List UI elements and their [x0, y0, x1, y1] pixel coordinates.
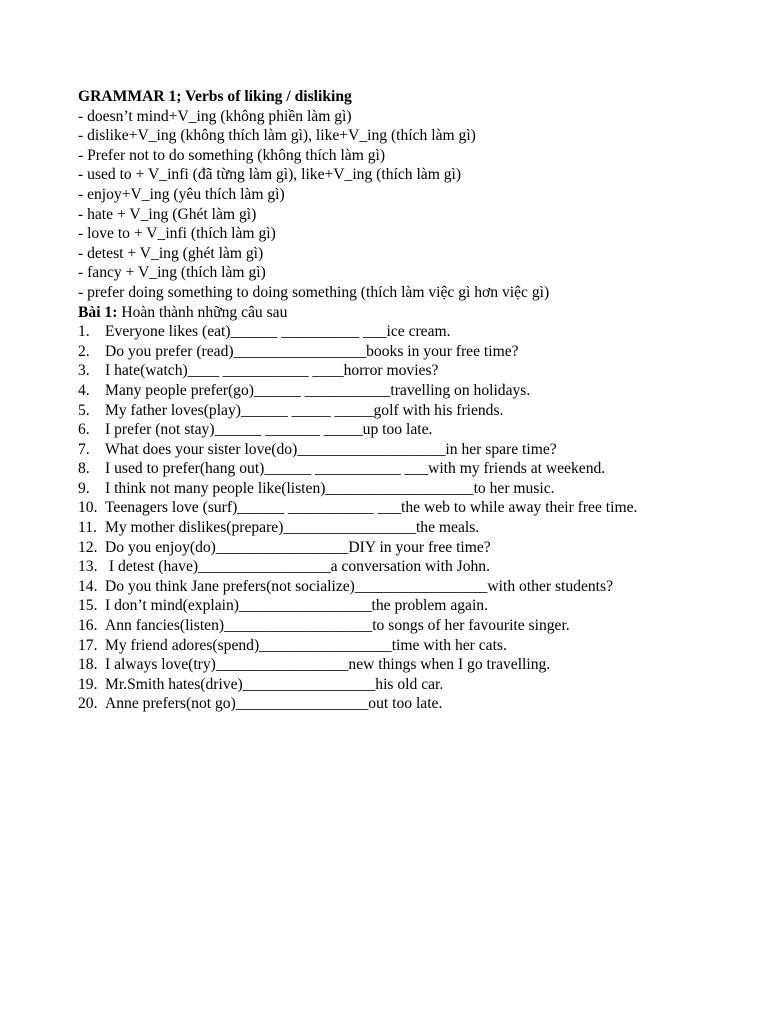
exercise-number: 17. [78, 636, 98, 654]
rule-line: - love to + V_infi (thích làm gì) [78, 225, 276, 243]
exercise-text: Teenagers love (surf)______ ___________ ___the web to while away their free time. [105, 499, 638, 517]
exercise-number: 15. [78, 597, 98, 615]
rule-line: - used to + V_infi (đã từng làm gì), like+V_ing (thích làm gì) [78, 166, 462, 184]
exercise-item [78, 479, 758, 499]
exercise-number: 5. [78, 401, 90, 419]
exercise-item [78, 381, 758, 401]
exercise-text: What does your sister love(do)___________________in her spare time? [105, 440, 557, 458]
exercise-text: My mother dislikes(prepare)_________________the meals. [105, 519, 480, 537]
exercise-item [78, 342, 758, 362]
exercise-number: 13. [78, 558, 98, 576]
exercise-text: I prefer (not stay)______ _______ _____up too late. [105, 421, 433, 439]
exercise-text: Ann fancies(listen)___________________to songs of her favourite singer. [105, 617, 570, 635]
exercise-number: 19. [78, 675, 98, 693]
exercise-item [78, 440, 758, 460]
exercise-number: 12. [78, 538, 98, 556]
exercise-text: Mr.Smith hates(drive)_________________his old car. [105, 675, 444, 693]
exercise-text: My friend adores(spend)_________________time with her cats. [105, 636, 507, 654]
exercise-number: 10. [78, 499, 98, 517]
exercise-text: I hate(watch)____ ___________ ____horror movies? [105, 362, 439, 380]
rule-line: - prefer doing something to doing something (thích làm việc gì hơn việc gì) [78, 283, 550, 301]
exercise-item [78, 557, 758, 577]
exercise-number: 2. [78, 342, 90, 360]
exercise-text: Do you prefer (read)_________________books in your free time? [105, 342, 519, 360]
rule-line: - enjoy+V_ing (yêu thích làm gì) [78, 185, 285, 203]
exercise-item [78, 616, 758, 636]
exercise-item [78, 498, 758, 518]
exercise-number: 1. [78, 323, 90, 341]
rule-line: - dislike+V_ing (không thích làm gì), like+V_ing (thích làm gì) [78, 127, 476, 145]
exercise-text: I used to prefer(hang out)______ ___________ ___with my friends at weekend. [105, 460, 606, 478]
exercise-item [78, 538, 758, 558]
exercise-item [78, 518, 758, 538]
rule-line: - Prefer not to do something (không thích làm gì) [78, 146, 386, 164]
exercise-number: 3. [78, 362, 90, 380]
exercise-number: 20. [78, 695, 98, 713]
exercise-text: I detest (have)_________________a conversation with John. [105, 558, 491, 576]
exercise-text: Do you think Jane prefers(not socialize)_________________with other students? [105, 577, 613, 595]
exercise-item [78, 420, 758, 440]
exercise-item [78, 694, 758, 714]
document-page [78, 87, 758, 714]
exercise-heading-text: Hoàn thành những câu sau [117, 303, 288, 321]
exercise-text: Do you enjoy(do)_________________DIY in your free time? [105, 538, 491, 556]
exercise-text: Many people prefer(go)______ ___________travelling on holidays. [105, 381, 531, 399]
exercise-item [78, 459, 758, 479]
exercise-number: 14. [78, 577, 98, 595]
exercise-item [78, 655, 758, 675]
exercise-number: 4. [78, 381, 90, 399]
exercise-number: 11. [78, 519, 97, 537]
exercise-heading [78, 303, 758, 323]
rule-line: - fancy + V_ing (thích làm gì) [78, 264, 266, 282]
exercise-text: I always love(try)_________________new things when I go travelling. [105, 656, 551, 674]
exercise-item [78, 577, 758, 597]
exercise-heading-label: Bài 1: [78, 303, 118, 321]
exercise-item [78, 675, 758, 695]
exercise-number: 8. [78, 460, 90, 478]
exercise-text: Anne prefers(not go)_________________out too late. [105, 695, 443, 713]
exercise-list [78, 322, 758, 714]
exercise-number: 7. [78, 440, 90, 458]
rule-line: - detest + V_ing (ghét làm gì) [78, 244, 264, 262]
exercise-number: 16. [78, 617, 98, 635]
exercise-number: 6. [78, 421, 90, 439]
exercise-item [78, 361, 758, 381]
exercise-text: My father loves(play)______ _____ _____golf with his friends. [105, 401, 504, 419]
exercise-number: 9. [78, 479, 90, 497]
document-title: GRAMMAR 1; Verbs of liking / disliking [78, 88, 352, 105]
rule-line: - doesn’t mind+V_ing (không phiền làm gì) [78, 107, 352, 125]
exercise-text: Everyone likes (eat)______ __________ ___ice cream. [105, 323, 451, 341]
exercise-item [78, 401, 758, 421]
exercise-item [78, 636, 758, 656]
exercise-text: I think not many people like(listen)___________________to her music. [105, 479, 555, 497]
rule-line: - hate + V_ing (Ghét làm gì) [78, 205, 257, 223]
exercise-number: 18. [78, 656, 98, 674]
exercise-text: I don’t mind(explain)_________________the problem again. [105, 597, 488, 615]
exercise-item [78, 322, 758, 342]
rules-list [78, 107, 758, 303]
exercise-item [78, 596, 758, 616]
